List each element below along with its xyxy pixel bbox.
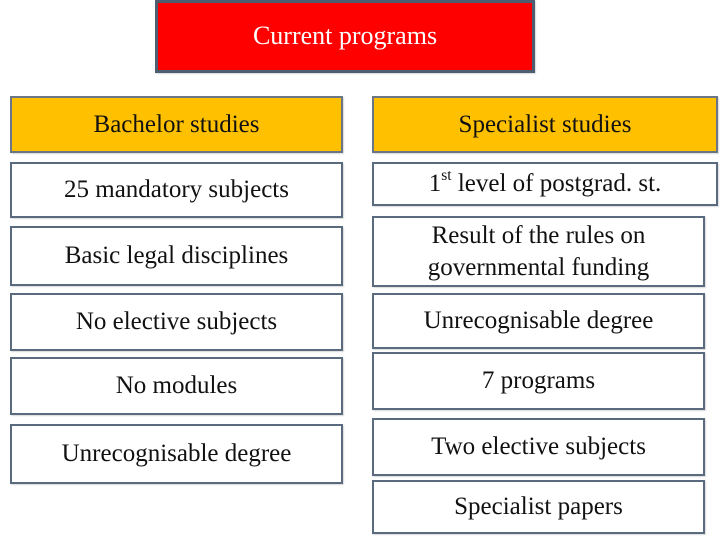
specialist-item-label: Result of the rules on governmental funding: [427, 222, 650, 281]
bachelor-item-degree: [10, 424, 343, 484]
bachelor-item-label: 25 mandatory subjects: [64, 176, 289, 204]
title-text: Current programs: [252, 21, 438, 51]
level-text: level of postgrad. st.: [451, 170, 662, 198]
level-number: 1: [428, 170, 442, 198]
bachelor-item-elective-subjects: [10, 293, 343, 351]
specialist-item-label: Two elective subjects: [431, 433, 646, 461]
specialist-item-elective-subjects: [372, 418, 705, 476]
specialist-item-label: 7 programs: [481, 367, 596, 395]
specialist-item-governmental-funding: [372, 216, 705, 287]
bachelor-item-modules: [10, 357, 343, 415]
specialist-item-programs: [372, 352, 705, 410]
specialist-header-label: Specialist studies: [458, 110, 632, 138]
specialist-item-papers: [372, 480, 705, 534]
specialist-item-label: [429, 168, 662, 199]
specialist-item-degree: [372, 293, 705, 349]
bachelor-item-legal-disciplines: [10, 226, 343, 286]
bachelor-item-label: No elective subjects: [75, 308, 278, 336]
specialist-item-postgrad-level: [372, 162, 718, 206]
specialist-item-label: Unrecognisable degree: [423, 307, 654, 335]
bachelor-item-label: Unrecognisable degree: [61, 440, 292, 468]
specialist-studies-header: [372, 96, 718, 153]
bachelor-header-label: Bachelor studies: [93, 110, 260, 138]
specialist-item-label: Specialist papers: [454, 493, 623, 521]
bachelor-studies-header: [10, 96, 343, 153]
bachelor-item-mandatory-subjects: [10, 162, 343, 218]
bachelor-item-label: Basic legal disciplines: [64, 242, 289, 270]
bachelor-item-label: No modules: [115, 372, 238, 400]
level-ordinal-suffix: st: [441, 166, 452, 184]
current-programs-title: [155, 0, 535, 73]
